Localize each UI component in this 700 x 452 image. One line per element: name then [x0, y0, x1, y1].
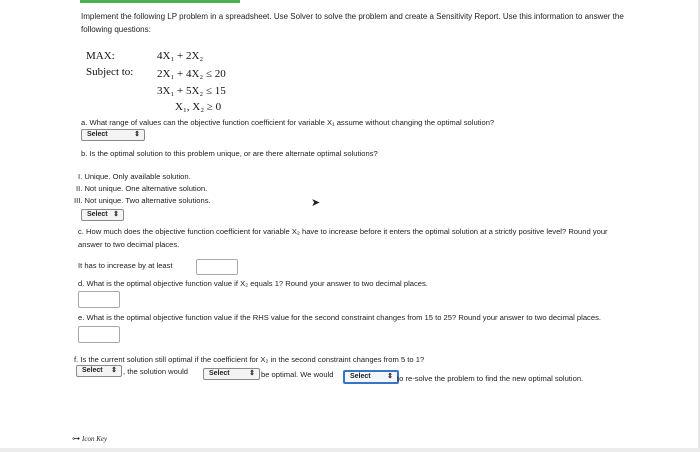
- question-c-answer-input[interactable]: [196, 259, 238, 275]
- top-accent-bar: [80, 0, 240, 3]
- question-e-text: e. What is the optimal objective function value if the RHS value for the second constraint changes from 15 to 25? Round your answer to two decimal places.: [78, 313, 601, 322]
- question-d-answer-input[interactable]: [78, 291, 120, 308]
- constraint-2: 3X₁ + 5X₂ ≤ 15: [157, 85, 226, 97]
- constraint-1: 2X₁ + 4X₂ ≤ 20: [157, 68, 226, 80]
- bottom-bar: [0, 448, 700, 452]
- mouse-cursor-icon: ➤: [311, 197, 321, 209]
- question-b-option-2: II. Not unique. One alternative solution.: [76, 184, 208, 193]
- question-a-text: a. What range of values can the objective function coefficient for variable X₁ assume without changing the optimal solution?: [81, 118, 495, 127]
- question-f-text-mid2: be optimal. We would: [261, 370, 334, 379]
- chevron-updown-icon: ⇕: [134, 131, 140, 138]
- question-f-select-3[interactable]: [343, 370, 399, 384]
- question-a-select[interactable]: [81, 129, 145, 141]
- question-d-text: d. What is the optimal objective function value if X₂ equals 1? Round your answer to two decimal places.: [78, 279, 428, 288]
- intro-text-line2: following questions:: [81, 25, 151, 34]
- select-label: Select: [350, 373, 371, 380]
- question-f-select-1[interactable]: [76, 365, 122, 377]
- question-f-text-mid1: , the solution would: [123, 367, 189, 376]
- question-b-text: b. Is the optimal solution to this problem unique, or are there alternate optimal solutions?: [81, 149, 378, 158]
- select-label: Select: [209, 370, 230, 377]
- constraint-nonneg: X₁, X₂ ≥ 0: [175, 101, 222, 113]
- question-f-text-end: to re-solve the problem to find the new optimal solution.: [397, 374, 584, 383]
- question-c-prompt: It has to increase by at least: [78, 261, 173, 270]
- question-b-option-1: I. Unique. Only available solution.: [78, 172, 191, 181]
- key-icon: ⊶: [72, 434, 80, 443]
- select-label: Select: [82, 367, 103, 374]
- select-label: Select: [87, 131, 108, 138]
- question-c-text-line2: answer to two decimal places.: [78, 240, 180, 249]
- question-b-select[interactable]: [81, 209, 124, 221]
- chevron-updown-icon: ⇕: [111, 367, 117, 374]
- question-b-option-3: III. Not unique. Two alternative solutions.: [74, 196, 211, 205]
- question-e-answer-input[interactable]: [78, 326, 120, 343]
- question-f-text: f. Is the current solution still optimal if the coefficient for X₂ in the second constraint changes from 5 to 1?: [74, 355, 425, 364]
- chevron-updown-icon: ⇕: [387, 373, 393, 380]
- intro-text-line1: Implement the following LP problem in a spreadsheet. Use Solver to solve the problem and create a Sensitivity Report. Use this information to answer the: [81, 12, 624, 21]
- select-label: Select: [87, 211, 108, 218]
- subject-to-label: Subject to:: [86, 66, 134, 78]
- objective-function: 4X₁ + 2X₂: [157, 50, 204, 62]
- question-f-select-2[interactable]: [203, 368, 260, 380]
- max-label: MAX:: [86, 50, 115, 62]
- icon-key-link[interactable]: [72, 434, 107, 443]
- chevron-updown-icon: ⇕: [249, 370, 255, 377]
- question-c-text-line1: c. How much does the objective function coefficient for variable X₂ have to increase before it enters the optimal solution at a strictly positive level? Round your: [78, 227, 608, 236]
- chevron-updown-icon: ⇕: [113, 211, 119, 218]
- icon-key-label: Icon Key: [82, 434, 108, 443]
